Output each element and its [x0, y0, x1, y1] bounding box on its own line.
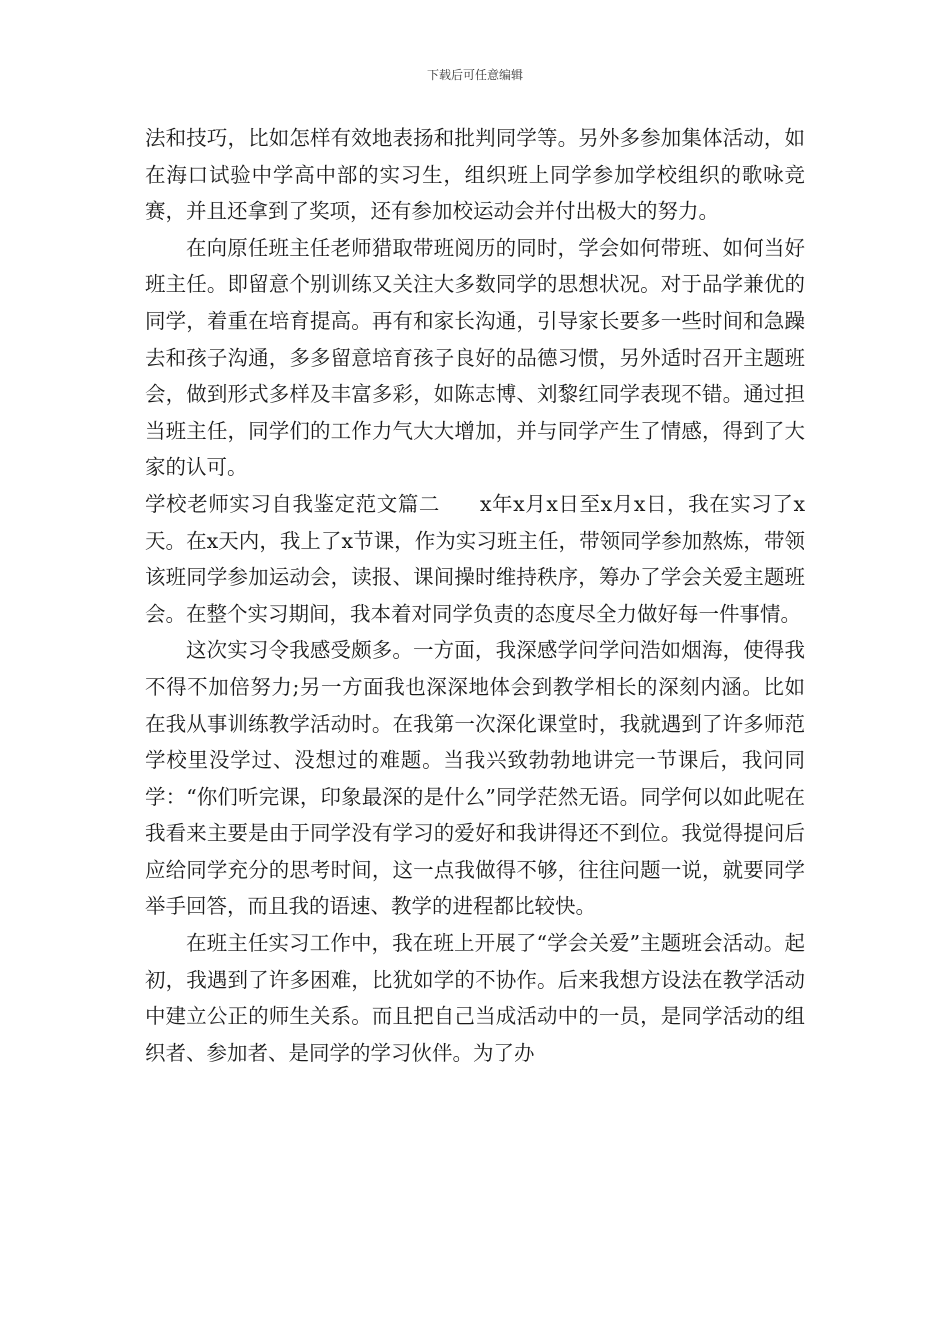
- section-heading: 学校老师实习自我鉴定范文篇二: [145, 491, 440, 516]
- page-header: 下载后可任意编辑: [426, 68, 523, 82]
- paragraph-2: 在向原任班主任老师猎取带班阅历的同时，学会如何带班、如何当好班主任。即留意个别训练又关注大多数同学的思想状况。对于品学兼优的同学，着重在培育提高。再有和家长沟通，引导家长要多一些时间和急躁去和孩子沟通，多多留意培育孩子良好的品德习惯，另外适时召开主题班会，做到形式多样及丰富多彩，如陈志博、刘黎红同学表现不错。通过担当班主任，同学们的工作力气大大增加，并与同学产生了情感，得到了大家的认可。: [145, 235, 805, 480]
- paragraph-4: 这次实习令我感受颇多。一方面，我深感学问学问浩如烟海，使得我不得不加倍努力;另一方面我也深深地体会到教学相长的深刻内涵。比如在我从事训练教学活动时。在我第一次深化课堂时，我就遇到了许多师范学校里没学过、没想过的难题。当我兴致勃勃地讲完一节课后，我问同学：“你们听完课，印象最深的是什么”同学茫然无语。同学何以如此呢在我看来主要是由于同学没有学习的爱好和我讲得还不到位。我觉得提问后应给同学充分的思考时间，这一点我做得不够，往往问题一说，就要同学举手回答，而且我的语速、教学的进程都比较快。: [145, 638, 805, 919]
- document-body: [145, 120, 805, 1071]
- paragraph-3-text: x年x月x日至x月x日，我在实习了x天。在x天内，我上了x节课，作为实习班主任，带领同学参加熬炼，带领该班同学参加运动会，读报、课间操时维持秩序，筹办了学会关爱主题班会。在整个实习期间，我本着对同学负责的态度尽全力做好每一件事情。: [145, 491, 806, 626]
- paragraph-3: [145, 486, 805, 632]
- paragraph-1: 法和技巧，比如怎样有效地表扬和批判同学等。另外多参加集体活动，如在海口试验中学高中部的实习生，组织班上同学参加学校组织的歌咏竞赛，并且还拿到了奖项，还有参加校运动会并付出极大的努力。: [145, 126, 805, 224]
- paragraph-5: 在班主任实习工作中，我在班上开展了“学会关爱”主题班会活动。起初，我遇到了许多困难，比犹如学的不协作。后来我想方设法在教学活动中建立公正的师生关系。而且把自己当成活动中的一员，是同学活动的组织者、参加者、是同学的学习伙伴。为了办: [145, 931, 805, 1065]
